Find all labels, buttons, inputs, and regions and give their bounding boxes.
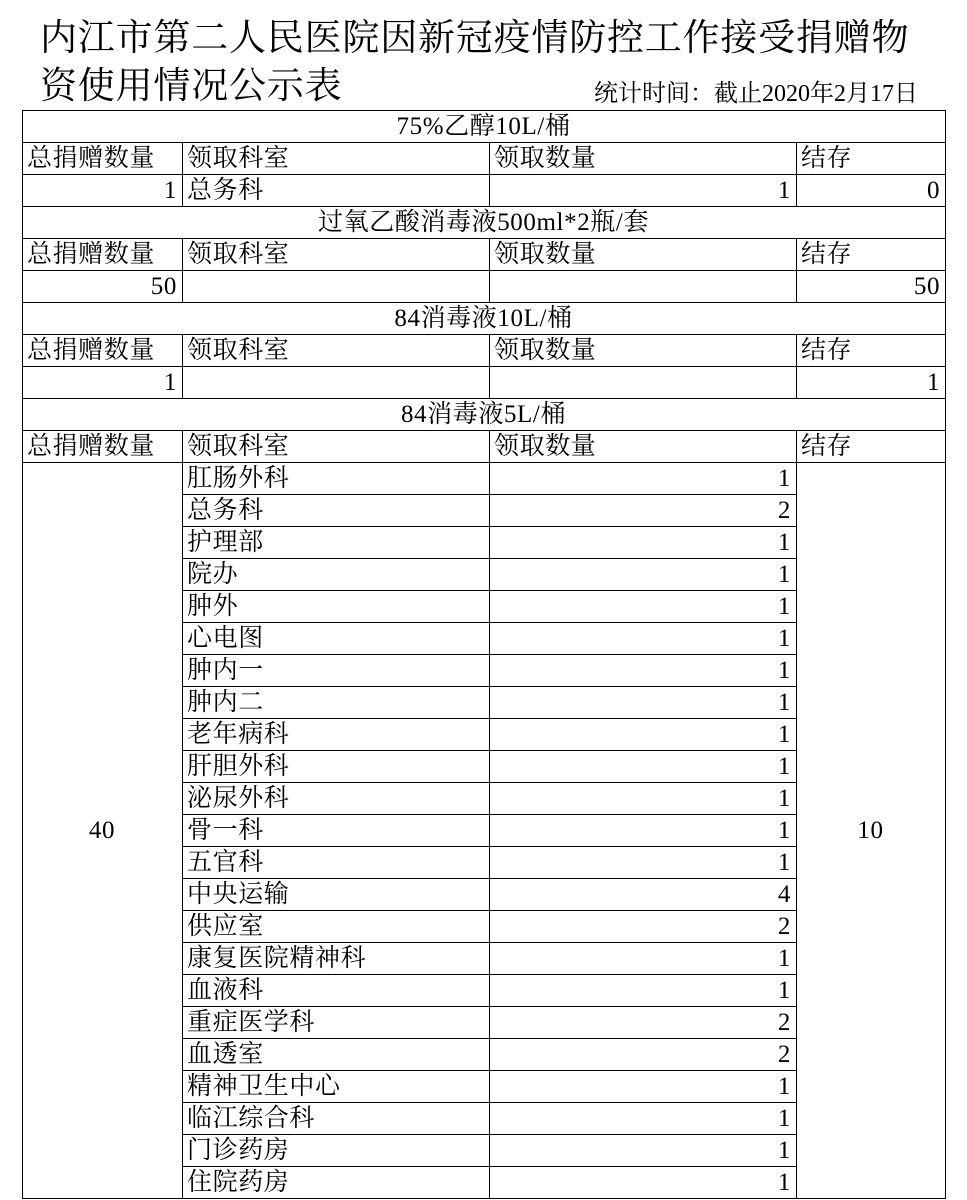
header-dept: 领取科室 <box>183 143 490 175</box>
qty-cell: 1 <box>490 1071 797 1103</box>
qty-cell: 1 <box>490 943 797 975</box>
total-cell: 50 <box>23 271 183 303</box>
qty-cell: 4 <box>490 879 797 911</box>
qty-cell: 1 <box>490 655 797 687</box>
header-total: 总捐赠数量 <box>23 239 183 271</box>
header-qty: 领取数量 <box>490 335 797 367</box>
dept-cell <box>183 367 490 399</box>
total-cell: 1 <box>23 175 183 207</box>
dept-cell: 院办 <box>183 559 490 591</box>
header-dept: 领取科室 <box>183 335 490 367</box>
dept-cell: 中央运输 <box>183 879 490 911</box>
header-dept: 领取科室 <box>183 239 490 271</box>
qty-cell <box>490 367 797 399</box>
qty-cell: 1 <box>490 687 797 719</box>
header-row <box>23 143 946 175</box>
document-title-line1: 内江市第二人民医院因新冠疫情防控工作接受捐赠物 <box>40 18 910 59</box>
header-total: 总捐赠数量 <box>23 431 183 463</box>
dept-cell: 临江综合科 <box>183 1103 490 1135</box>
item-row <box>23 111 946 143</box>
dept-cell: 总务科 <box>183 175 490 207</box>
item-row <box>23 399 946 431</box>
dept-cell: 血透室 <box>183 1039 490 1071</box>
qty-cell: 1 <box>490 783 797 815</box>
data-row <box>23 463 946 495</box>
qty-cell: 2 <box>490 1007 797 1039</box>
header-dept: 领取科室 <box>183 431 490 463</box>
header-row <box>23 335 946 367</box>
dept-cell: 精神卫生中心 <box>183 1071 490 1103</box>
header-row <box>23 431 946 463</box>
qty-cell: 1 <box>490 463 797 495</box>
dept-cell: 肛肠外科 <box>183 463 490 495</box>
total-cell: 40 <box>23 463 183 1199</box>
dept-cell: 肿外 <box>183 591 490 623</box>
qty-cell: 1 <box>490 719 797 751</box>
qty-cell: 1 <box>490 1167 797 1199</box>
data-row <box>23 367 946 399</box>
item-name: 84消毒液10L/桶 <box>23 303 946 335</box>
header-total: 总捐赠数量 <box>23 143 183 175</box>
data-row <box>23 271 946 303</box>
header-qty: 领取数量 <box>490 431 797 463</box>
header-qty: 领取数量 <box>490 239 797 271</box>
dept-cell: 肿内二 <box>183 687 490 719</box>
donation-table <box>22 110 946 1199</box>
qty-cell: 1 <box>490 975 797 1007</box>
header-qty: 领取数量 <box>490 143 797 175</box>
dept-cell <box>183 271 490 303</box>
dept-cell: 血液科 <box>183 975 490 1007</box>
qty-cell: 2 <box>490 911 797 943</box>
header-balance: 结存 <box>797 431 946 463</box>
qty-cell: 1 <box>490 559 797 591</box>
dept-cell: 肿内一 <box>183 655 490 687</box>
balance-cell: 50 <box>797 271 946 303</box>
table-body <box>23 111 946 1199</box>
header-balance: 结存 <box>797 239 946 271</box>
qty-cell: 1 <box>490 591 797 623</box>
statistics-date: 统计时间：截止2020年2月17日 <box>594 81 918 107</box>
dept-cell: 供应室 <box>183 911 490 943</box>
header-balance: 结存 <box>797 335 946 367</box>
header-row <box>23 239 946 271</box>
item-row <box>23 207 946 239</box>
dept-cell: 泌尿外科 <box>183 783 490 815</box>
item-name: 84消毒液5L/桶 <box>23 399 946 431</box>
qty-cell: 1 <box>490 623 797 655</box>
qty-cell: 1 <box>490 1103 797 1135</box>
qty-cell: 1 <box>490 847 797 879</box>
dept-cell: 重症医学科 <box>183 1007 490 1039</box>
item-row <box>23 303 946 335</box>
qty-cell: 1 <box>490 527 797 559</box>
document-title-line2: 资使用情况公示表 <box>40 66 343 107</box>
item-name: 75%乙醇10L/桶 <box>23 111 946 143</box>
total-cell: 1 <box>23 367 183 399</box>
qty-cell: 1 <box>490 175 797 207</box>
header-total: 总捐赠数量 <box>23 335 183 367</box>
dept-cell: 护理部 <box>183 527 490 559</box>
dept-cell: 骨一科 <box>183 815 490 847</box>
balance-cell: 0 <box>797 175 946 207</box>
balance-cell: 10 <box>797 463 946 1199</box>
dept-cell: 老年病科 <box>183 719 490 751</box>
dept-cell: 五官科 <box>183 847 490 879</box>
dept-cell: 肝胆外科 <box>183 751 490 783</box>
dept-cell: 住院药房 <box>183 1167 490 1199</box>
balance-cell: 1 <box>797 367 946 399</box>
header-balance: 结存 <box>797 143 946 175</box>
qty-cell: 1 <box>490 1135 797 1167</box>
dept-cell: 心电图 <box>183 623 490 655</box>
qty-cell: 2 <box>490 495 797 527</box>
qty-cell <box>490 271 797 303</box>
qty-cell: 1 <box>490 815 797 847</box>
dept-cell: 总务科 <box>183 495 490 527</box>
dept-cell: 康复医院精神科 <box>183 943 490 975</box>
qty-cell: 1 <box>490 751 797 783</box>
data-row <box>23 175 946 207</box>
item-name: 过氧乙酸消毒液500ml*2瓶/套 <box>23 207 946 239</box>
qty-cell: 2 <box>490 1039 797 1071</box>
dept-cell: 门诊药房 <box>183 1135 490 1167</box>
